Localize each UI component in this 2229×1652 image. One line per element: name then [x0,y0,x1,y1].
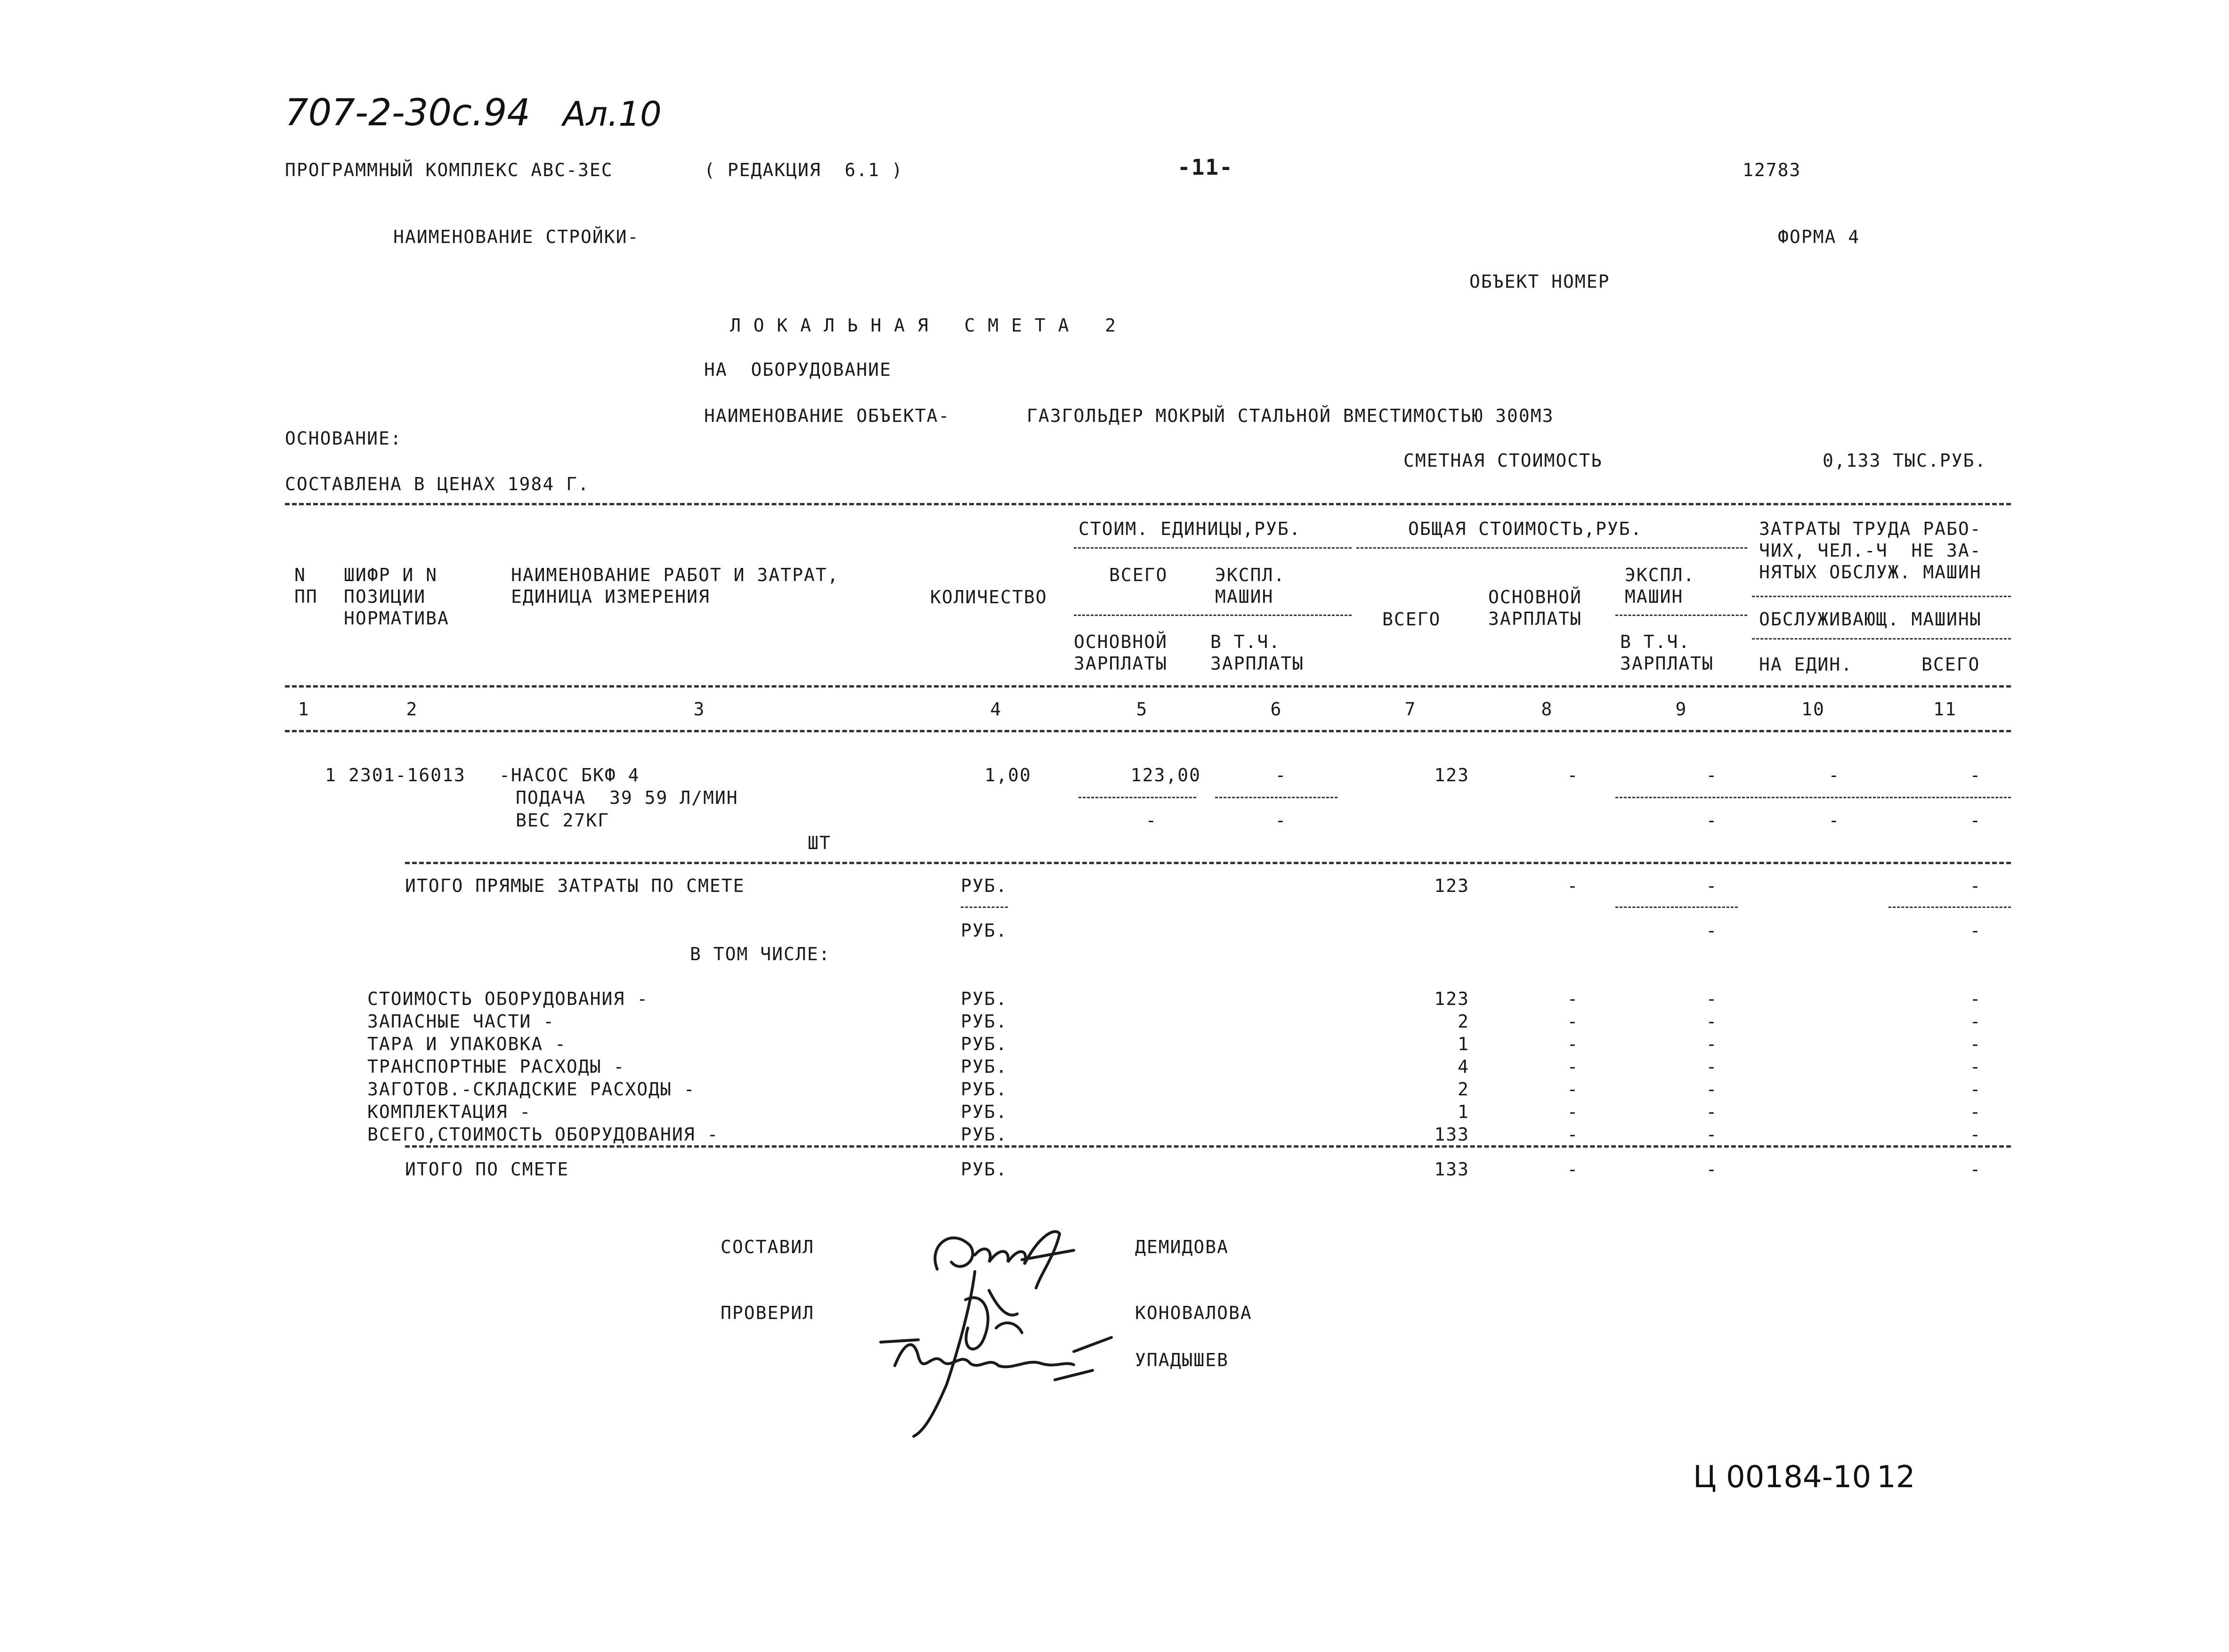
header-bottom-rule [285,685,2011,688]
item-service-unit-dash: - [1828,810,1840,831]
breakdown-label: ВСЕГО,СТОИМОСТЬ ОБОРУДОВАНИЯ - [367,1124,719,1145]
construction-label: НАИМЕНОВАНИЕ СТРОЙКИ- [393,227,640,247]
including-label: В ТОМ ЧИСЛЕ: [690,944,831,964]
breakdown-total: 1 [1458,1101,1469,1122]
total-machines-header: ЭКСПЛ. МАШИН [1625,565,1695,607]
breakdown-label: ЗАПАСНЫЕ ЧАСТИ - [367,1011,555,1032]
total-cost-group-header: ОБЩАЯ СТОИМОСТЬ,РУБ. [1408,518,1643,539]
item-wages-unit-dash: - [1145,810,1158,831]
breakdown-total: 133 [1434,1124,1469,1145]
unit-machines-header: ЭКСПЛ. МАШИН [1215,565,1286,607]
breakdown-labor-dash: - [1970,1034,1982,1054]
item-machines-total-dash: - [1706,765,1718,786]
object-label: НАИМЕНОВАНИЕ ОБЪЕКТА- [704,405,950,426]
col-number-10: 10 [1801,699,1825,720]
direct-costs-sub-rule-c [1889,907,2011,908]
direct-costs-total: 123 [1434,875,1469,896]
breakdown-label: КОМПЛЕКТАЦИЯ - [367,1101,532,1122]
breakdown-bottom-rule [405,1145,2011,1148]
item-unit: ШТ [808,833,831,853]
compiled-name: ДЕМИДОВА [1135,1237,1229,1257]
col-number-7: 7 [1404,699,1417,720]
breakdown-unit: РУБ. [961,988,1008,1009]
breakdown-machines-dash: - [1706,1124,1718,1145]
item-detail-2: ВЕС 27КГ [516,810,610,831]
unit-total-header: ВСЕГО [1109,565,1168,585]
unit-wages-header: ОСНОВНОЙ ЗАРПЛАТЫ [1074,632,1168,674]
breakdown-unit: РУБ. [961,1034,1008,1054]
third-signer-name: УПАДЫШЕВ [1135,1350,1229,1370]
grand-total-unit: РУБ. [961,1159,1008,1180]
breakdown-wages-dash: - [1567,988,1579,1009]
breakdown-labor-dash: - [1970,988,1982,1009]
total-machines-sub-rule [1615,615,1747,616]
direct-costs-machines-dash: - [1706,875,1718,896]
breakdown-total: 2 [1458,1079,1469,1100]
item-sub-rule-c [1615,797,2011,798]
labor-service-header: ОБСЛУЖИВАЮЩ. МАШИНЫ [1759,609,1982,630]
breakdown-machines-dash: - [1706,1011,1718,1032]
direct-costs-sub-rule-a [961,907,1008,908]
form-label: ФОРМА 4 [1778,227,1860,247]
item-no: 1 [325,765,337,786]
compiled-label: СОСТАВИЛ [721,1237,815,1257]
unit-cost-group-header: СТОИМ. ЕДИНИЦЫ,РУБ. [1078,518,1301,539]
breakdown-wages-dash: - [1567,1124,1579,1145]
col-number-6: 6 [1270,699,1282,720]
labor-sub-rule-2 [1752,638,2011,640]
col-number-8: 8 [1541,699,1553,720]
total-all-header: ВСЕГО [1382,609,1441,630]
item-incl-wages-total-dash: - [1706,810,1718,831]
grand-total-wages-dash: - [1567,1159,1579,1180]
total-wages-header: ОСНОВНОЙ ЗАРПЛАТЫ [1488,587,1582,629]
grand-total-machines-dash: - [1706,1159,1718,1180]
archive-page-handwritten: 12 [1877,1460,1915,1495]
signature-third [876,1323,1121,1389]
item-labor-unit-dash: - [1828,765,1840,786]
item-detail-1: ПОДАЧА 39 59 Л/МИН [516,787,738,808]
breakdown-label: ЗАГОТОВ.-СКЛАДСКИЕ РАСХОДЫ - [367,1079,696,1100]
col-code-header: ШИФР И N ПОЗИЦИИ НОРМАТИВА [344,565,449,629]
col-name-header: НАИМЕНОВАНИЕ РАБОТ И ЗАТРАТ, ЕДИНИЦА ИЗМЕРЕНИЯ [511,565,839,607]
col-number-2: 2 [406,699,418,720]
breakdown-label: ТАРА И УПАКОВКА - [367,1034,567,1054]
labor-total-header: ВСЕГО [1921,654,1980,675]
checked-label: ПРОВЕРИЛ [721,1303,815,1323]
breakdown-wages-dash: - [1567,1034,1579,1054]
breakdown-unit: РУБ. [961,1079,1008,1100]
sheet-label-handwritten: Ал.10 [563,94,662,134]
item-qty: 1,00 [984,765,1031,786]
breakdown-labor-dash: - [1970,1079,1982,1100]
labor-group-header: ЗАТРАТЫ ТРУДА РАБО- ЧИХ, ЧЕЛ.-Ч НЕ ЗА- НЯТЫХ ОБСЛУЖ. МАШИН [1759,518,1982,583]
object-name: ГАЗГОЛЬДЕР МОКРЫЙ СТАЛЬНОЙ ВМЕСТИМОСТЬЮ 300М3 [1027,405,1554,426]
item-name: -НАСОС БКФ 4 [499,765,640,786]
direct-costs-unit-2: РУБ. [961,920,1008,941]
col-qty-header: КОЛИЧЕСТВО [930,587,1047,607]
col-no-header: N ПП [294,565,318,607]
unit-cost-sub-rule [1074,615,1352,616]
breakdown-unit: РУБ. [961,1101,1008,1122]
item-service-total-dash: - [1970,810,1982,831]
direct-costs-incl-dash: - [1706,920,1718,941]
item-wages-dash: - [1567,765,1579,786]
page-title: Л О К А Л Ь Н А Я С М Е Т А 2 [730,315,1117,336]
breakdown-wages-dash: - [1567,1079,1579,1100]
labor-per-unit-header: НА ЕДИН. [1759,654,1853,675]
breakdown-wages-dash: - [1567,1056,1579,1077]
object-number-label: ОБЪЕКТ НОМЕР [1469,271,1610,292]
basis-label: ОСНОВАНИЕ: [285,428,402,449]
col-number-3: 3 [693,699,705,720]
direct-costs-label: ИТОГО ПРЯМЫЕ ЗАТРАТЫ ПО СМЕТЕ [405,875,745,896]
direct-costs-wages-dash: - [1567,875,1579,896]
breakdown-unit: РУБ. [961,1056,1008,1077]
breakdown-wages-dash: - [1567,1011,1579,1032]
breakdown-total: 1 [1458,1034,1469,1054]
breakdown-total: 123 [1434,988,1469,1009]
total-incl-wages-header: В Т.Ч. ЗАРПЛАТЫ [1620,632,1714,674]
breakdown-label: ТРАНСПОРТНЫЕ РАСХОДЫ - [367,1056,625,1077]
direct-costs-unit: РУБ. [961,875,1008,896]
item-sub-rule-a [1078,797,1196,798]
program-name: ПРОГРАММНЫЙ КОМПЛЕКС АВС-ЗЕС [285,160,613,180]
breakdown-label: СТОИМОСТЬ ОБОРУДОВАНИЯ - [367,988,649,1009]
grand-total-value: 133 [1434,1159,1469,1180]
item-code: 2301-16013 [349,765,466,786]
checked-name: КОНОВАЛОВА [1135,1303,1252,1323]
col-number-5: 5 [1136,699,1148,720]
numbers-bottom-rule [285,730,2011,732]
item-total: 123 [1434,765,1469,786]
unit-incl-wages-header: В Т.Ч. ЗАРПЛАТЫ [1210,632,1305,674]
breakdown-machines-dash: - [1706,988,1718,1009]
breakdown-machines-dash: - [1706,1079,1718,1100]
doc-number: 12783 [1743,160,1801,180]
item-labor-total-dash: - [1970,765,1982,786]
breakdown-unit: РУБ. [961,1124,1008,1145]
doc-code-handwritten: 707-2-30с.94 [285,92,530,134]
item-machines-dash: - [1275,765,1287,786]
breakdown-machines-dash: - [1706,1056,1718,1077]
labor-sub-rule-1 [1752,596,2011,597]
breakdown-labor-dash: - [1970,1011,1982,1032]
breakdown-labor-dash: - [1970,1124,1982,1145]
item-sub-rule-b [1215,797,1337,798]
cost-value: 0,133 ТЫС.РУБ. [1823,450,1987,471]
edition: ( РЕДАКЦИЯ 6.1 ) [704,160,903,180]
page-number: -11- [1177,154,1233,180]
grand-total-labor-dash: - [1970,1159,1982,1180]
breakdown-total: 4 [1458,1056,1469,1077]
direct-costs-labor-dash: - [1970,875,1982,896]
breakdown-labor-dash: - [1970,1101,1982,1122]
breakdown-machines-dash: - [1706,1034,1718,1054]
prices-label: СОСТАВЛЕНА В ЦЕНАХ 1984 Г. [285,474,590,494]
subtitle: НА ОБОРУДОВАНИЕ [704,359,892,380]
breakdown-total: 2 [1458,1011,1469,1032]
item-unit-price: 123,00 [1130,765,1201,786]
unit-cost-group-rule [1074,547,1352,549]
item-incl-wages-unit-dash: - [1275,810,1287,831]
item-bottom-rule [405,862,2011,864]
breakdown-labor-dash: - [1970,1056,1982,1077]
col-number-11: 11 [1933,699,1957,720]
direct-costs-sub-rule-b [1615,907,1738,908]
col-number-9: 9 [1675,699,1687,720]
table-top-rule [285,503,2011,505]
breakdown-wages-dash: - [1567,1101,1579,1122]
direct-costs-incl-labor-dash: - [1970,920,1982,941]
breakdown-machines-dash: - [1706,1101,1718,1122]
col-number-4: 4 [990,699,1002,720]
cost-label: СМЕТНАЯ СТОИМОСТЬ [1403,450,1603,471]
total-cost-group-rule [1356,547,1747,549]
archive-number-handwritten: Ц 00184-10 [1693,1460,1872,1495]
col-number-1: 1 [298,699,310,720]
grand-total-label: ИТОГО ПО СМЕТЕ [405,1159,569,1180]
breakdown-unit: РУБ. [961,1011,1008,1032]
